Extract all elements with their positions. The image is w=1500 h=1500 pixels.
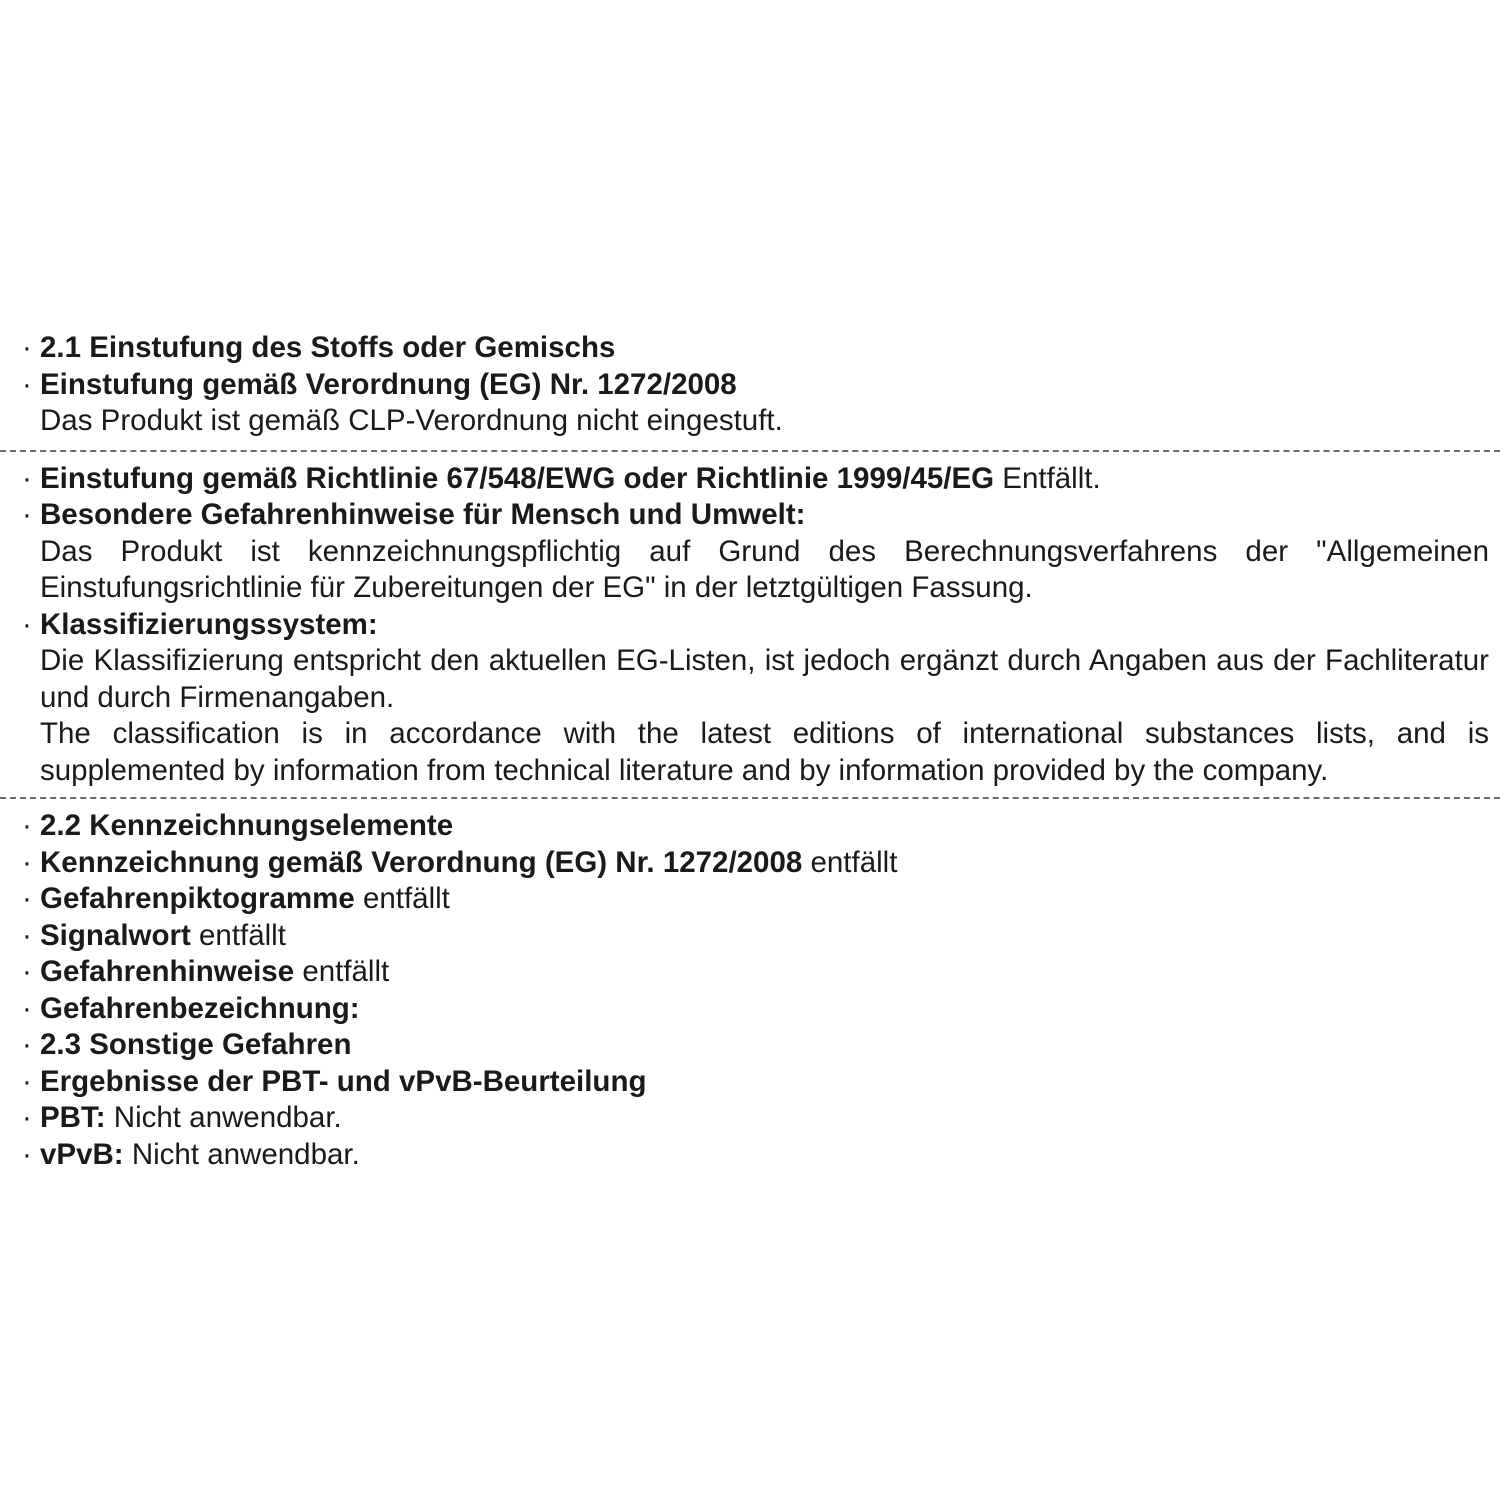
pbt-assessment-heading-line xyxy=(0,1064,1500,1101)
labelling-item-line xyxy=(0,881,1500,918)
labelling-item-value: entfällt xyxy=(302,955,390,988)
bullet: · xyxy=(22,607,32,641)
bullet: · xyxy=(22,1137,32,1171)
hazard-notes-text: Das Produkt ist kennzeichnungspflichtig auf Grund des Berechnungsverfahrens der "Allgemeinen Einstufungsrichtlinie für Zubereitungen der EG" in der letztgültigen Fassung. xyxy=(40,534,1489,604)
pbt-item-value: Nicht anwendbar. xyxy=(113,1101,342,1134)
bullet: · xyxy=(22,918,32,952)
bullet: · xyxy=(22,955,32,988)
bullet: · xyxy=(22,1101,32,1134)
bullet: · xyxy=(22,1064,32,1098)
classification-system-text-de-line xyxy=(0,643,1500,716)
pbt-assessment-heading: Ergebnisse der PBT- und vPvB-Beurteilung xyxy=(40,1064,647,1098)
labelling-item-value: entfällt xyxy=(810,845,898,879)
bullet: · xyxy=(22,991,32,1025)
dashed-separator xyxy=(0,797,1500,799)
classification-system-text-en: The classification is in accordance with the latest editions of international substances lists, and is supplemented by information from technical literature and by information provided by the company. xyxy=(40,717,1489,787)
labelling-item-label: Gefahrenhinweise xyxy=(40,955,295,988)
bullet: · xyxy=(22,461,32,495)
vpvb-item-line xyxy=(0,1137,1500,1174)
bullet: · xyxy=(22,845,32,879)
labelling-item-value: entfällt xyxy=(362,882,450,915)
section-2-3-heading: 2.3 Sonstige Gefahren xyxy=(40,1028,352,1061)
labelling-item-line xyxy=(0,991,1500,1028)
labelling-item-label: Kennzeichnung gemäß Verordnung (EG) Nr. 1272/2008 xyxy=(40,845,803,879)
section-2-1-heading-line xyxy=(0,330,1500,367)
labelling-item-label: Gefahrenbezeichnung: xyxy=(40,991,360,1025)
bullet: · xyxy=(22,809,32,842)
bullet: · xyxy=(22,882,32,915)
pbt-item-line xyxy=(0,1100,1500,1137)
section-2-2-heading: 2.2 Kennzeichnungselemente xyxy=(40,809,454,842)
labelling-item-value: entfällt xyxy=(199,918,286,952)
classification-system-label-line xyxy=(0,607,1500,644)
bullet: · xyxy=(22,498,32,531)
dashed-separator xyxy=(0,450,1500,452)
hazard-notes-text-line xyxy=(0,534,1500,607)
dsd-classification-value: Entfällt. xyxy=(1002,461,1101,495)
clp-classification-label: Einstufung gemäß Verordnung (EG) Nr. 1272/2008 xyxy=(40,367,737,401)
bullet: · xyxy=(22,1028,32,1061)
dsd-classification-line xyxy=(0,461,1500,498)
section-2-1-heading: 2.1 Einstufung des Stoffs oder Gemischs xyxy=(40,331,616,364)
hazard-notes-label: Besondere Gefahrenhinweise für Mensch und Umwelt: xyxy=(40,498,806,531)
labelling-item-line xyxy=(0,845,1500,882)
labelling-item-label: Signalwort xyxy=(40,918,191,952)
classification-system-text-en-line xyxy=(0,716,1500,789)
dsd-classification-label: Einstufung gemäß Richtlinie 67/548/EWG oder Richtlinie 1999/45/EG xyxy=(40,461,995,495)
classification-system-label: Klassifizierungssystem: xyxy=(40,607,378,641)
bullet: · xyxy=(22,367,32,401)
bullet: · xyxy=(22,331,32,364)
labelling-item-label: Gefahrenpiktogramme xyxy=(40,882,355,915)
labelling-item-line xyxy=(0,954,1500,991)
section-2-2-heading-line xyxy=(0,808,1500,845)
section-2-3-heading-line xyxy=(0,1027,1500,1064)
hazard-notes-label-line xyxy=(0,497,1500,534)
clp-classification-text: Das Produkt ist gemäß CLP-Verordnung nicht eingestuft. xyxy=(40,404,783,437)
vpvb-item-label: vPvB: xyxy=(40,1137,124,1171)
clp-classification-line xyxy=(0,367,1500,404)
vpvb-item-value: Nicht anwendbar. xyxy=(131,1137,360,1171)
safety-data-sheet-section-2 xyxy=(0,330,1500,1173)
pbt-item-label: PBT: xyxy=(40,1101,106,1134)
clp-classification-text-line xyxy=(0,403,1500,440)
classification-system-text-de: Die Klassifizierung entspricht den aktuellen EG-Listen, ist jedoch ergänzt durch Angaben aus der Fachliteratur und durch Firmenangaben. xyxy=(40,644,1489,714)
labelling-item-line xyxy=(0,918,1500,955)
